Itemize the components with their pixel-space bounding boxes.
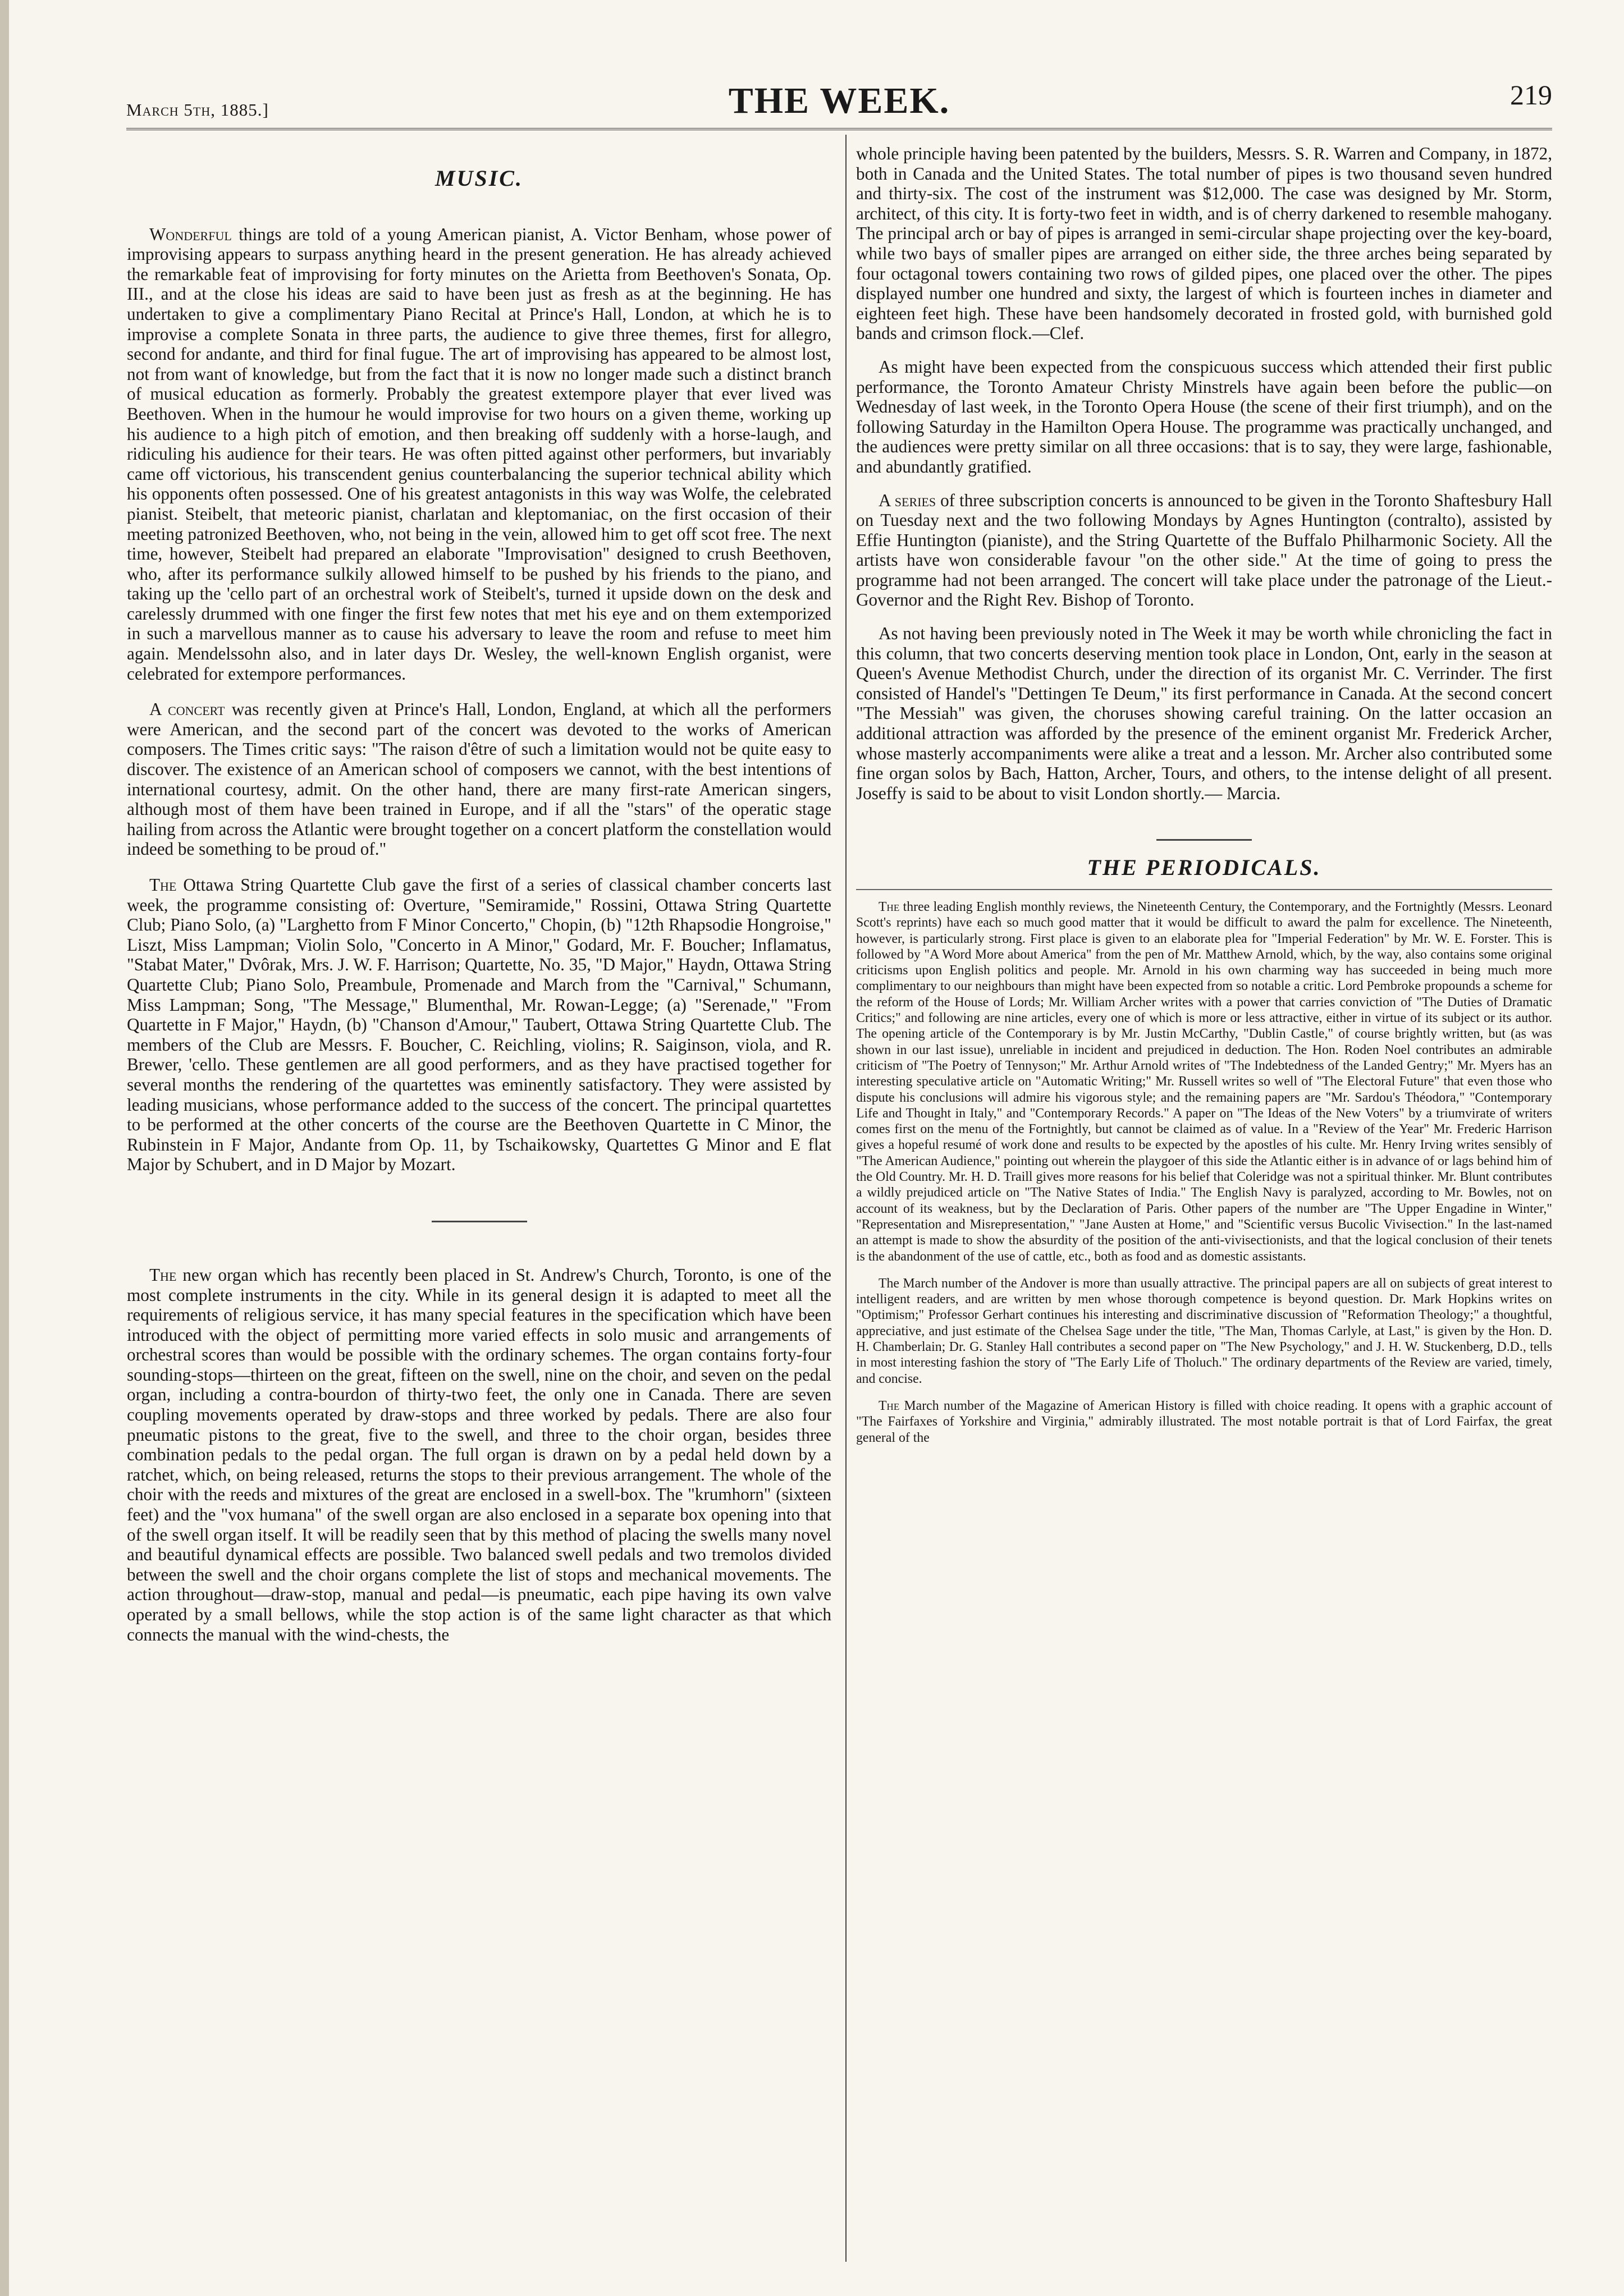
- left-column: [127, 168, 831, 1644]
- header-rule: [126, 128, 1552, 130]
- page-number: 219: [1510, 79, 1552, 111]
- music-paragraph-minstrels: As might have been expected from the conspicuous success which attended their first public performance, the Toronto Amateur Christy Minstrels have again been before the public—on Wednesday of last week, in the Toronto Opera House (the scene of their first triumph), and on the following Saturday in the Hamilton Opera House. The programme was practically unchanged, and the audiences were pretty similar on all three occasions: that is to say, they were large, fashionable, and abundantly gratified.: [856, 356, 1552, 476]
- music-paragraph-1: Wonderful things are told of a young American pianist, A. Victor Benham, whose power of improvising appears to surpass anything heard in the present generation. He has already achieved the remarkable feat of improvising for forty minutes on the Arietta from Beethoven's Sonata, Op. III., and at the close his ideas are said to have been just as fresh as at the beginning. He has undertaken to give a complimentary Piano Recital at Prince's Hall, London, at which he is to improvise a complete Sonata in three parts, the audience to give three themes, first for allegro, second for andante, and third for final fugue. The art of improvising has appeared to be almost lost, not from want of knowledge, but from the fact that it is now no longer made such a distinct branch of musical education as formerly. Probably the greatest extempore player that ever lived was Beethoven. When in the humour he would improvise for two hours on a given theme, working up his audience to a high pitch of emotion, and then breaking off suddenly with a horse-laugh, and ridiculing his audience for their tears. He was often pitted against other performers, but invariably came off victorious, his transcendent genius counterbalancing the superior technical ability which his opponents often possessed. One of his greatest antagonists in this way was Wolfe, the celebrated pianist. Steibelt, that meteoric pianist, charlatan and kleptomaniac, on the first occasion of their meeting patronized Beethoven, who, not being in the vein, allowed him to get off scot free. The next time, however, Steibelt had prepared an elaborate "Improvisation" designed to crush Beethoven, who, after its performance sulkily allowed himself to be pushed by his friends to the piano, and taking up the 'cello part of an orchestral work of Steibelt's, turned it upside down on the desk and carelessly drummed with one finger the first few notes that met his eye and on them extemporized in such a marvellous manner as to cause his adversary to leave the room and refuse to meet him again. Mendelssohn also, and in later days Dr. Wesley, the well-known English organist, were celebrated for extempore performances.: [127, 224, 831, 684]
- music-paragraph-concerts: A series of three subscription concerts is announced to be given in the Toronto Shaftesbury Hall on Tuesday next and the two following Mondays by Agnes Huntington (contralto), assisted by Effie Huntington (pianiste), and the String Quartette of the Buffalo Philharmonic Society. All the artists have won considerable favour "on the other side." At the time of going to press the programme had not been arranged. The concert will take place under the patronage of the Lieut.-Governor and the Right Rev. Bishop of Toronto.: [856, 490, 1552, 610]
- music-paragraph-continued: whole principle having been patented by the builders, Messrs. S. R. Warren and Company, in 1872, both in Canada and the United States. The total number of pipes is two thousand seven hundred and thirty-six. The cost of the instrument was $12,000. The case was designed by Mr. Storm, architect, of this city. It is forty-two feet in width, and is of cherry darkened to resemble mahogany. The principal arch or bay of pipes is arranged in semi-circular shape projecting over the key-board, while two bays of smaller pipes are arranged on either side, the three arches being separated by four octagonal towers containing two rows of gilded pipes, one placed over the other. The pipes displayed number one hundred and sixty, the largest of which is fourteen inches in diameter and eighteen feet high. These have been handsomely decorated in frosted gold, with burnished gold bands and crimson flock.—Clef.: [856, 144, 1552, 343]
- right-column: [856, 144, 1552, 1446]
- music-paragraph-4: The new organ which has recently been placed in St. Andrew's Church, Toronto, is one of the most complete instruments in the city. While in its general design it is adapted to meet all the requirements of religious service, it has many special features in the specification which have been introduced with the object of permitting more varied effects in solo music and arrangements of orchestral scores than would be possible with the ordinary schemes. The organ contains forty-four sounding-stops—thirteen on the great, fifteen on the swell, nine on the choir, and seven on the pedal organ, including a contra-bourdon of thirty-two feet, the only one in Canada. There are seven coupling movements operated by draw-stops and three worked by pedals. There are also four pneumatic pistons to the great, five to the swell, and three to the choir organ, besides three combination pedals to the pedal organ. The full organ is drawn on by a pedal held down by a ratchet, which, on being released, returns the stops to their previous arrangement. The whole of the choir with the reeds and mixtures of the great are enclosed in a swell-box. The "krumhorn" (sixteen feet) and the "vox humana" of the swell organ are also enclosed in a separate box opening into that of the swell organ itself. It will be readily seen that by this method of placing the swells many novel and beautiful dynamical effects are possible. Two balanced swell pedals and two tremolos divided between the swell and the choir organs complete the list of stops and mechanical movements. The action throughout—draw-stop, manual and pedal—is pneumatic, each pipe having its own valve operated by a small bellows, while the stop action is of the same light character as that which connects the manual with the wind-chests, the: [127, 1264, 831, 1644]
- periodicals-paragraph-2: The March number of the Andover is more than usually attractive. The principal papers are all on subjects of great interest to intelligent readers, and are written by men whose thorough competence is beyond question. Dr. Mark Hopkins writes on "Optimism;" Professor Gerhart continues his interesting and discriminative discussion of "Reformation Theology;" a thoughtful, appreciative, and just estimate of the Chelsea Sage under the title, "The Man, Thomas Carlyle, at Last," is given by the Hon. D. H. Chamberlain; Dr. G. Stanley Hall contributes a second paper on "The New Psychology," and J. H. W. Stuckenberg, D.D., tells in most interesting fashion the story of "The Early Life of Tholuch." The ordinary departments of the Review are varied, timely, and concise.: [856, 1276, 1552, 1386]
- music-paragraph-2: A concert was recently given at Prince's Hall, London, England, at which all the performers were American, and the second part of the concert was devoted to the works of American composers. The Times critic says: "The raison d'être of such a limitation would not be quite easy to discover. The existence of an American school of composers we cannot, with the best intentions of international courtesy, admit. On the other hand, there are many first-rate American singers, although most of them have been trained in Europe, and if all the "stars" of the operatic stage hailing from across the Atlantic were brought together on a concert platform the constellation would indeed be something to be proud of.": [127, 699, 831, 859]
- periodicals-paragraph-3: The March number of the Magazine of American History is filled with choice reading. It opens with a graphic account of "The Fairfaxes of Yorkshire and Virginia," admirably illustrated. The most notable portrait is that of Lord Fairfax, the great general of the: [856, 1398, 1552, 1445]
- periodicals-paragraph-1: The three leading English monthly reviews, the Nineteenth Century, the Contemporary, and the Fortnightly (Messrs. Leonard Scott's reprints) have each so much good matter that it would be difficult to award the palm for excellence. The Nineteenth, however, is particularly strong. First place is given to an elaborate plea for "Imperial Federation" by Mr. W. E. Forster. This is followed by "A Word More about America" from the pen of Mr. Matthew Arnold, which, by the way, also contains some original criticisms upon English politics and people. Mr. Arnold in his own charming way has succeeded in being much more complimentary to our neighbours than might have been expected from so notable a critic. Lord Pembroke propounds a scheme for the reform of the House of Lords; Mr. William Archer writes with a power that carries conviction of "The Duties of Dramatic Critics;" and following are nine articles, every one of which is more or less attractive, either in virtue of its subject or its author. The opening article of the Contemporary is by Mr. Justin McCarthy, "Dublin Castle," of course brightly written, but (as was shown in our last issue), unreliable in incident and prejudiced in deduction. The Hon. Roden Noel contributes an admirable criticism of "The Poetry of Tennyson;" Mr. Arthur Arnold writes of "The Indebtedness of the Landed Gentry;" Mr. Myers has an interesting speculative article on "Automatic Writing;" Mr. Russell writes so well of "The Electoral Future" that even those who dispute his conclusions will admire his vigorous style; and the remaining papers are "Mr. Sardou's Théodora," "Contemporary Life and Thought in Italy," and "Contemporary Records." A paper on "The Ideas of the New Voters" by a triumvirate of writers comes first on the menu of the Fortnightly, but cannot be claimed as of value. In a "Review of the Year" Mr. Frederic Harrison gives a hopeful resumé of work done and results to be expected by the apostles of his culte. Mr. Henry Irving writes sensibly of "The American Audience," pointing out wherein the playgoer of this side the Atlantic either is in advance of or lags behind him of the Old Country. Mr. H. D. Traill gives more reasons for his belief that Coleridge was not a spiritual thinker. Mr. Blunt contributes a wildly prejudiced article on "The Native States of India." The English Navy is paralyzed, according to Mr. Bowles, not on account of its weakness, but by the Declaration of Paris. Other papers of the number are "The Upper Engadine in Winter," "Representation and Misrepresentation," "Jane Austen at Home," and "Scientific versus Bucolic Vivisection." In the last-named an attempt is made to show the absurdity of the position of the anti-vivisectionists, and that the logical conclusion of their tenets is the abandonment of the use of cattle, etc., both as food and as domestic assistants.: [856, 900, 1552, 1264]
- periodicals-section-title: THE PERIODICALS.: [1087, 855, 1321, 881]
- binding-edge: [0, 0, 9, 2296]
- masthead-title: THE WEEK.: [728, 80, 950, 121]
- column-divider: [845, 135, 847, 2262]
- page-header: [126, 79, 1552, 121]
- music-paragraph-london: As not having been previously noted in The Week it may be worth while chronicling the fact in this column, that two concerts deserving mention took place in London, Ont, early in the season at Queen's Avenue Methodist Church, under the direction of its organist Mr. C. Verrinder. The first consisted of Handel's "Dettingen Te Deum," its first performance in Canada. At the second concert "The Messiah" was given, the choruses showing careful training. On the latter occasion an additional attraction was afforded by the presence of the eminent organist Mr. Frederick Archer, whose masterly accompaniments were alike a treat and a lesson. Mr. Archer also contributed some fine organ solos by Bach, Hatton, Archer, Tours, and others, to the intense delight of all present. Joseffy is said to be about to visit London shortly.— Marcia.: [856, 624, 1552, 803]
- music-paragraph-3: The Ottawa String Quartette Club gave the first of a series of classical chamber concerts last week, the programme consisting of: Overture, "Semiramide," Rossini, Ottawa String Quartette Club; Piano Solo, (a) "Larghetto from F Minor Concerto," Chopin, (b) "12th Rhapsodie Hongroise," Liszt, Miss Lampman; Violin Solo, "Concerto in A Minor," Godard, Mr. F. Boucher; Inflamatus, "Stabat Mater," Dvôrak, Mrs. J. W. F. Harrison; Quartette, No. 35, "D Major," Haydn, Ottawa String Quartette Club; Piano Solo, Preambule, Promenade and March from the "Carnival," Schumann, Miss Lampman; Song, "The Message," Blumenthal, Mr. Rowan-Legge; (a) "Serenade," "From Quartette in F Major," Haydn, (b) "Chanson d'Amour," Taubert, Ottawa String Quartette Club. The members of the Club are Messrs. F. Boucher, C. Reichling, violins; R. Saiginson, viola, and R. Brewer, 'cello. These gentlemen are all good performers, and as they have practised together for several months the rendering of the quartettes was eminently satisfactory. They were assisted by leading musicians, whose performance added to the success of the concert. The principal quartettes to be performed at the other concerts of the course are the Beethoven Quartette in C Minor, the Rubinstein in F Major, Andante from Op. 11, by Tschaikowsky, Quartettes G Minor and E flat Major by Schubert, and in D Major by Mozart.: [127, 875, 831, 1175]
- periodicals-body: [856, 899, 1552, 1446]
- issue-date: March 5th, 1885.]: [126, 100, 269, 120]
- music-section-title: MUSIC.: [435, 166, 523, 191]
